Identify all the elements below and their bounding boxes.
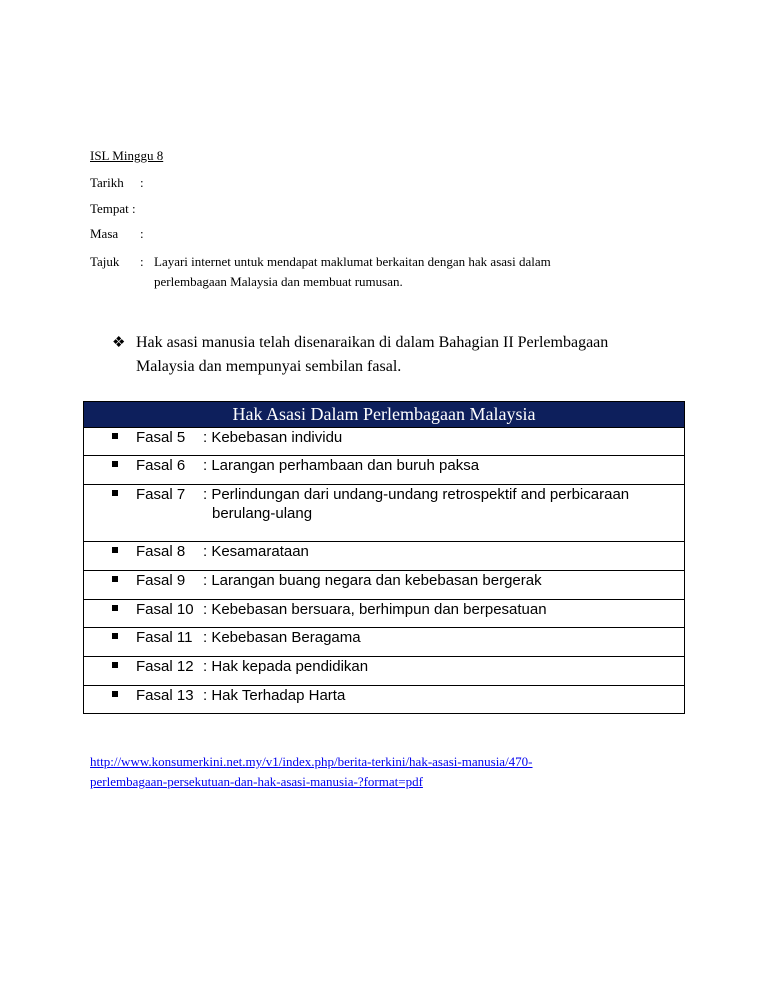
meta-tarikh [90,174,144,192]
fasal-description-text: : Hak kepada pendidikan [203,658,369,675]
fasal-description [203,428,673,447]
fasal-description [203,456,673,475]
fasal-number: Fasal 6 [136,457,186,474]
fasal-description-text: : Kebebasan individu [203,429,343,446]
table-row [84,600,684,628]
intro-paragraph [112,331,682,379]
meta-tempat [90,200,136,218]
meta-label: Masa [90,226,119,241]
square-bullet-icon [112,547,118,553]
fasal-number: Fasal 9 [136,572,186,589]
meta-separator: : [140,175,144,190]
fasal-number: Fasal 5 [136,429,186,446]
fasal-description-text: : Perlindungan dari undang-undang retrospektif and perbicaraan [203,486,630,503]
document-heading: ISL Minggu 8 [90,148,164,163]
meta-label: Tempat [90,201,129,216]
fasal-description [203,542,673,561]
fasal-number: Fasal 7 [136,486,186,503]
source-link-line-1[interactable]: http://www.konsumerkini.net.my/v1/index.php/berita-terkini/hak-asasi-manusia/470- [90,754,533,769]
tajuk-text-line-1: Layari internet untuk mendapat maklumat berkaitan dengan hak asasi dalam [154,254,551,269]
square-bullet-icon [112,605,118,611]
square-bullet-icon [112,662,118,668]
table-row [84,686,684,713]
fasal-description [203,657,673,676]
fasal-number: Fasal 13 [136,687,194,704]
tajuk-label: Tajuk [90,254,120,269]
fasal-number: Fasal 10 [136,601,194,618]
intro-line-1: Hak asasi manusia telah disenaraikan di dalam Bahagian II Perlembagaan [136,334,609,351]
fasal-description-text: : Hak Terhadap Harta [203,687,346,704]
table-row [84,628,684,657]
fasal-number: Fasal 12 [136,658,194,675]
square-bullet-icon [112,433,118,439]
meta-tajuk [90,252,650,292]
fasal-description [203,628,673,647]
fasal-number: Fasal 8 [136,543,186,560]
table-row [84,485,684,542]
fasal-description-text: : Kebebasan Beragama [203,629,361,646]
tajuk-text-line-2: perlembagaan Malaysia dan membuat rumusan. [154,274,403,289]
meta-separator: : [132,201,136,216]
square-bullet-icon [112,490,118,496]
table-row [84,428,684,456]
meta-masa [90,225,144,243]
fasal-description-continuation: berulang-ulang [212,505,313,522]
square-bullet-icon [112,691,118,697]
tajuk-separator: : [140,254,144,269]
table-row [84,456,684,485]
table-row [84,571,684,600]
source-link[interactable] [90,752,650,792]
table-row [84,542,684,571]
fasal-description [203,686,673,705]
fasal-description [203,600,673,619]
fasal-description [203,571,673,590]
source-link-line-2[interactable]: perlembagaan-persekutuan-dan-hak-asasi-manusia-?format=pdf [90,774,423,789]
intro-line-2: Malaysia dan mempunyai sembilan fasal. [136,358,402,375]
rights-table [83,401,685,714]
square-bullet-icon [112,461,118,467]
table-title: Hak Asasi Dalam Perlembagaan Malaysia [84,402,684,428]
diamond-bullet-icon: ❖ [112,335,126,351]
fasal-number: Fasal 11 [136,629,193,646]
square-bullet-icon [112,633,118,639]
fasal-description-text: : Kesamarataan [203,543,309,560]
fasal-description-text: : Kebebasan bersuara, berhimpun dan berpesatuan [203,601,547,618]
fasal-description [203,485,673,523]
fasal-description-text: : Larangan buang negara dan kebebasan bergerak [203,572,542,589]
meta-separator: : [140,226,144,241]
square-bullet-icon [112,576,118,582]
table-row [84,657,684,686]
meta-label: Tarikh [90,175,124,190]
fasal-description-text: : Larangan perhambaan dan buruh paksa [203,457,480,474]
